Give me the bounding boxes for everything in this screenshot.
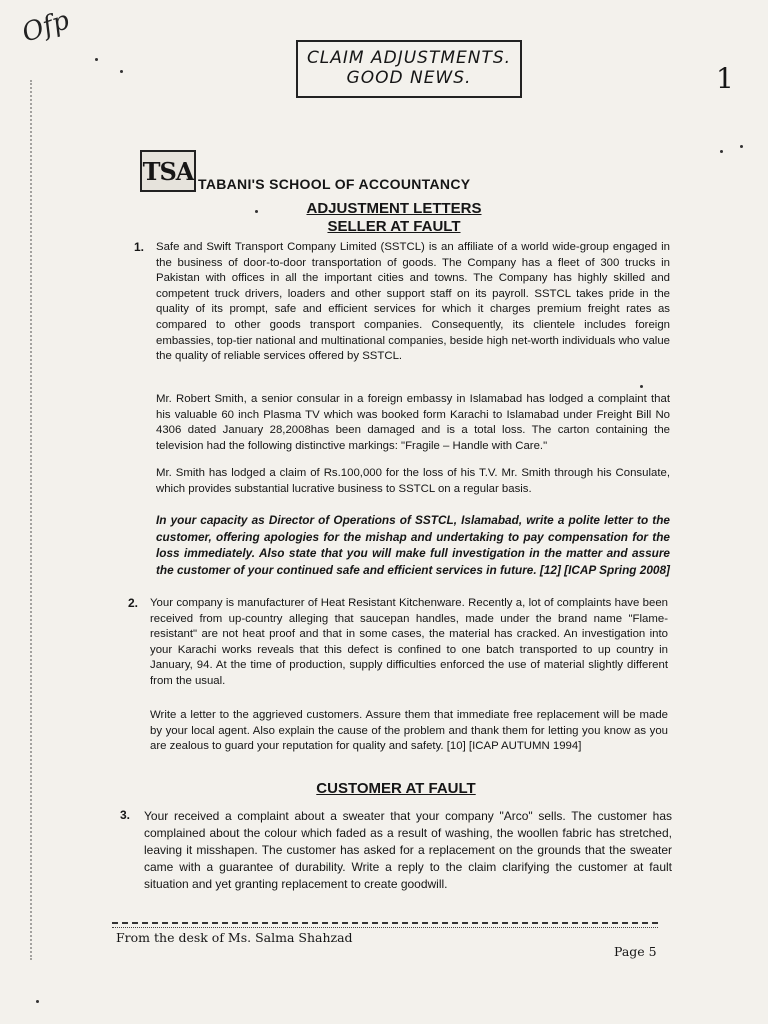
scan-speck bbox=[255, 210, 258, 213]
handwritten-title-box bbox=[296, 40, 522, 98]
footer-rule bbox=[112, 922, 658, 928]
handwritten-scribble: Ofp bbox=[18, 5, 74, 49]
scan-speck bbox=[95, 58, 98, 61]
scan-speck bbox=[720, 150, 723, 153]
question-3-number: 3. bbox=[120, 808, 131, 822]
scan-speck bbox=[36, 1000, 39, 1003]
handwritten-title-line2: GOOD NEWS. bbox=[346, 68, 472, 88]
heading-seller-at-fault: SELLER AT FAULT bbox=[327, 218, 461, 235]
question-2-number: 2. bbox=[128, 596, 139, 610]
school-name: TABANI'S SCHOOL OF ACCOUNTANCY bbox=[198, 176, 471, 192]
question-1-paragraph-3: Mr. Smith has lodged a claim of Rs.100,000 for the loss of his T.V. Mr. Smith through his Consulate, which provides substantial lucrative business to SSTCL on a regular basis. bbox=[156, 467, 670, 495]
heading-customer-at-fault: CUSTOMER AT FAULT bbox=[316, 780, 476, 797]
scan-speck bbox=[740, 145, 743, 148]
scan-speck bbox=[640, 385, 643, 388]
footer-author: From the desk of Ms. Salma Shahzad bbox=[116, 930, 353, 945]
question-1-paragraph-1: Safe and Swift Transport Company Limited (SSTCL) is an affiliate of a world wide-group engaged in the business of door-to-door transportation of goods. The Company has a fleet of 300 trucks in Pakistan with offices in all the important cities and towns. The Company has highly skilled and competent truck drivers, loaders and other support staff on its payroll. SSTCL takes pride in the quality of its prompt, safe and efficient services for which it charges premium freight rates as compared to other goods transport companies. Consequently, its clientele includes foreign embassies, top-tier national and multinational companies, beside high net-worth individuals who value the quality of reliable services offered by SSTCL. bbox=[156, 241, 670, 363]
footer-page-number: Page 5 bbox=[614, 944, 657, 959]
handwritten-title-line1: CLAIM ADJUSTMENTS. bbox=[306, 48, 512, 68]
handwritten-page-mark: 1 bbox=[716, 62, 734, 95]
question-2-paragraph-1: Your company is manufacturer of Heat Resistant Kitchenware. Recently a, lot of complaints have been received from up-country alleging that saucepan handles, made under the brand name "Flame-resistant" are not heat proof and that in some cases, the material has cracked. An investigation into your Karachi works reveals that this defect is confined to one batch transported to up country in January, 94. At the time of production, supply difficulties enforced the use of material slightly different from the usual. bbox=[150, 597, 668, 687]
scan-speck bbox=[120, 70, 123, 73]
question-3-paragraph-1: Your received a complaint about a sweater that your company "Arco" sells. The customer has complained about the colour which faded as a result of washing, the woollen fabric has stretched, leaving it misshapen. The customer has asked for a replacement on the grounds that the sweater came with a guarantee of durability. Write a reply to the claim clarifying the customer at fault situation and yet granting replacement to create goodwill. bbox=[144, 809, 672, 891]
question-1-paragraph-2: Mr. Robert Smith, a senior consular in a foreign embassy in Islamabad has lodged a complaint that his valuable 60 inch Plasma TV which was booked form Karachi to Islamabad under Freight Bill No 4306 dated January 28,2008has been damaged and is a total loss. The carton containing the television had the following distinctive markings: "Fragile – Handle with Care." bbox=[156, 393, 670, 452]
question-1-number: 1. bbox=[134, 240, 145, 254]
question-2-paragraph-2: Write a letter to the aggrieved customers. Assure them that immediate free replacement will be made by your local agent. Also explain the cause of the problem and thank them for letting you know as you are zealous to guard your reputation for quality and safety. [10] [ICAP AUTUMN 1994] bbox=[150, 709, 668, 753]
school-logo: TSA bbox=[140, 150, 196, 192]
question-1-task: In your capacity as Director of Operations of SSTCL, Islamabad, write a polite letter to the customer, offering apologies for the mishap and undertaking to pay compensation for the loss immediately. Also state that you will make full investigation in the matter and assure the customer of your continued safe and efficient services in future. [12] [ICAP Spring 2008] bbox=[156, 513, 670, 577]
heading-adjustment-letters: ADJUSTMENT LETTERS bbox=[306, 200, 482, 217]
